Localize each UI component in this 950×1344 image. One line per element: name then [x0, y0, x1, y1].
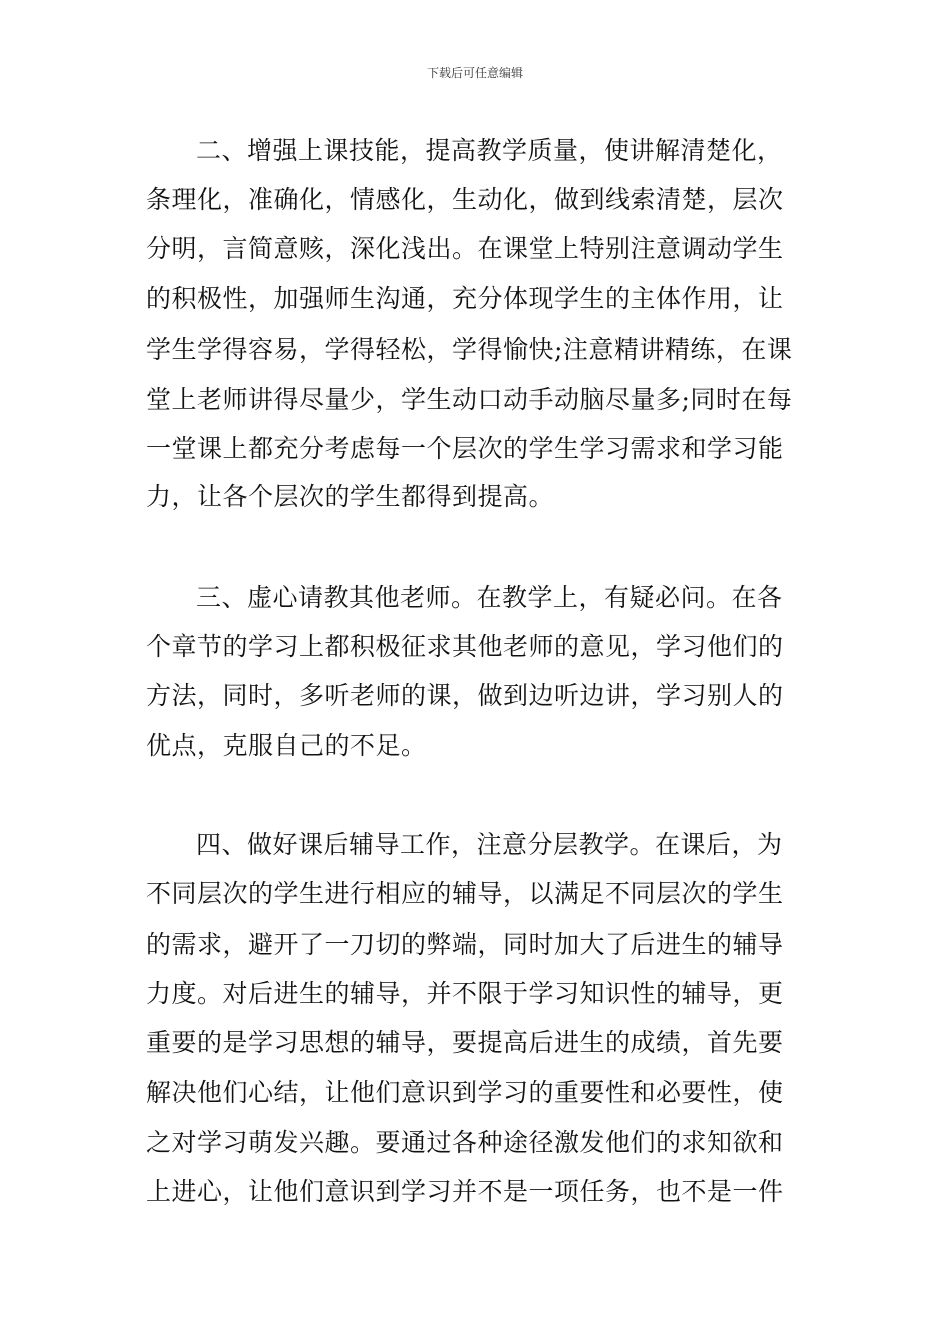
paragraph-2-line-2: 条理化，准确化，情感化，生动化，做到线索清楚，层次 — [146, 185, 784, 214]
paragraph-4-line-8: 上进心，让他们意识到学习并不是一项任务，也不是一件 — [146, 1177, 784, 1206]
paragraph-2-line-6: 堂上老师讲得尽量少，学生动口动手动脑尽量多;同时在每 — [146, 385, 793, 414]
paragraph-2-line-5: 学生学得容易，学得轻松，学得愉快;注意精讲精练，在课 — [146, 335, 793, 364]
paragraph-3-line-3: 方法，同时，多听老师的课，做到边听边讲，学习别人的 — [146, 681, 784, 710]
paragraph-4-line-4: 力度。对后进生的辅导，并不限于学习知识性的辅导，更 — [146, 979, 784, 1008]
paragraph-4-line-6: 解决他们心结，让他们意识到学习的重要性和必要性，使 — [146, 1078, 784, 1107]
paragraph-4-line-5: 重要的是学习思想的辅导，要提高后进生的成绩，首先要 — [146, 1028, 784, 1057]
paragraph-2-line-3: 分明，言简意赅，深化浅出。在课堂上特别注意调动学生 — [146, 234, 784, 263]
paragraph-3-line-4: 优点，克服自己的不足。 — [146, 731, 427, 760]
paragraph-4-line-7: 之对学习萌发兴趣。要通过各种途径激发他们的求知欲和 — [146, 1128, 784, 1157]
page-header: 下载后可任意编辑 — [426, 66, 523, 80]
paragraph-2-line-8: 力，让各个层次的学生都得到提高。 — [146, 482, 555, 511]
paragraph-4-line-2: 不同层次的学生进行相应的辅导，以满足不同层次的学生 — [146, 879, 784, 908]
paragraph-3-line-1: 三、虚心请教其他老师。在教学上，有疑必问。在各 — [196, 583, 783, 612]
paragraph-4-line-3: 的需求，避开了一刀切的弊端，同时加大了后进生的辅导 — [146, 930, 784, 959]
paragraph-3-line-2: 个章节的学习上都积极征求其他老师的意见，学习他们的 — [146, 632, 784, 661]
paragraph-2-line-7: 一堂课上都充分考虑每一个层次的学生学习需求和学习能 — [146, 434, 784, 463]
paragraph-2-line-4: 的积极性，加强师生沟通，充分体现学生的主体作用，让 — [146, 284, 784, 313]
paragraph-2-line-1: 二、增强上课技能，提高教学质量，使讲解清楚化， — [196, 136, 783, 165]
paragraph-4-line-1: 四、做好课后辅导工作，注意分层教学。在课后，为 — [196, 830, 783, 859]
